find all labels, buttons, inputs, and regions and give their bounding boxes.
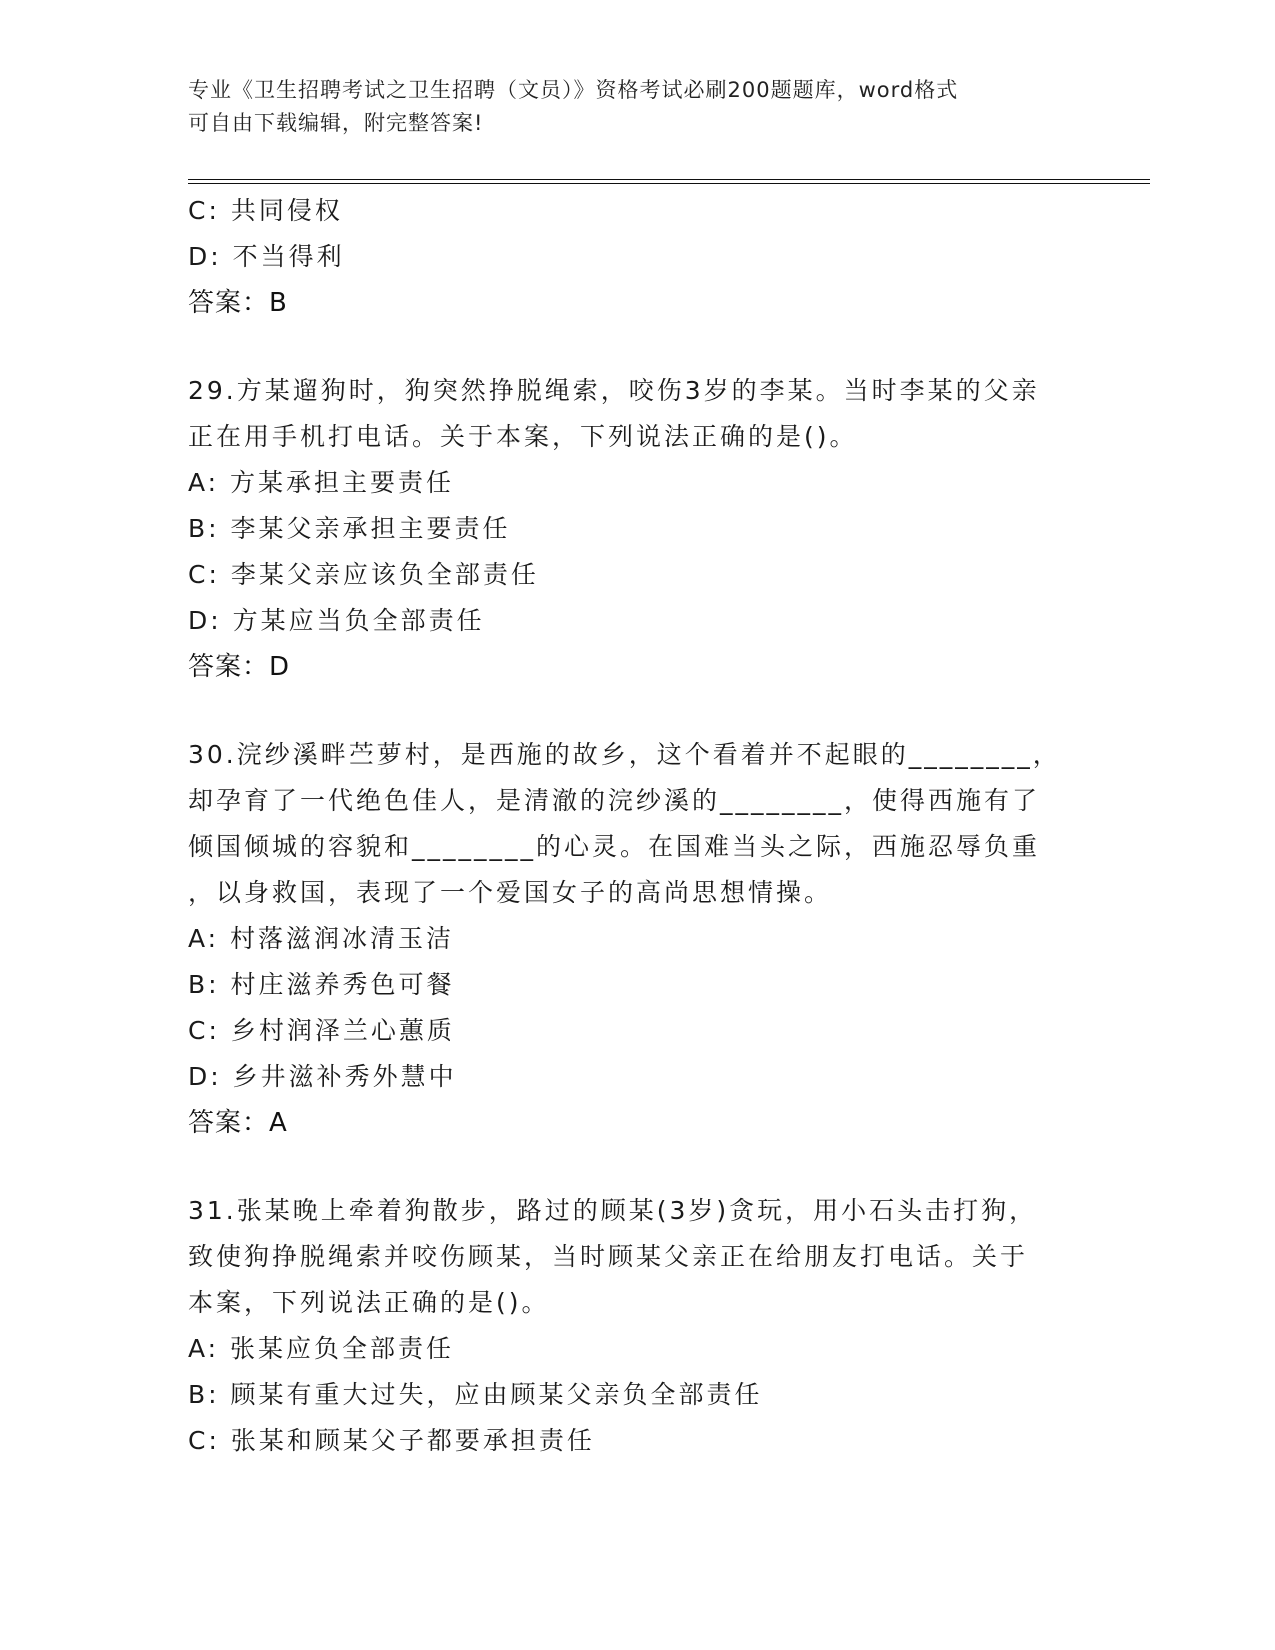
spacer xyxy=(188,690,1088,732)
option-d: D: 方某应当负全部责任 xyxy=(188,606,485,635)
question-text-line: 却孕育了一代绝色佳人，是清澈的浣纱溪的________，使得西施有了 xyxy=(188,786,1041,815)
answer-label: 答案：D xyxy=(188,652,291,682)
option-c: C: 共同侵权 xyxy=(188,196,343,225)
option-c: C: 李某父亲应该负全部责任 xyxy=(188,560,539,589)
option-c: C: 乡村润泽兰心蕙质 xyxy=(188,1016,455,1045)
question-content xyxy=(188,188,1088,1464)
question-31 xyxy=(188,1188,1088,1464)
option-b: B: 村庄滋养秀色可餐 xyxy=(188,970,455,999)
spacer xyxy=(188,326,1088,368)
question-28-tail xyxy=(188,188,1088,326)
question-text-line: ，以身救国，表现了一个爱国女子的高尚思想情操。 xyxy=(188,878,833,907)
spacer xyxy=(188,1146,1088,1188)
header-divider-bottom xyxy=(188,183,1150,184)
option-b: B: 李某父亲承担主要责任 xyxy=(188,514,511,543)
document-header xyxy=(188,74,1068,140)
option-a: A: 方某承担主要责任 xyxy=(188,468,455,497)
option-d: D: 不当得利 xyxy=(188,242,345,271)
option-a: A: 村落滋润冰清玉洁 xyxy=(188,924,455,953)
question-30 xyxy=(188,732,1088,1146)
answer-label: 答案：A xyxy=(188,1108,288,1138)
option-c: C: 张某和顾某父子都要承担责任 xyxy=(188,1426,595,1455)
header-line-1: 专业《卫生招聘考试之卫生招聘（文员）》资格考试必刷200题题库，word格式 xyxy=(188,78,959,102)
question-text-line: 29.方某遛狗时，狗突然挣脱绳索，咬伤3岁的李某。当时李某的父亲 xyxy=(188,376,1040,405)
header-divider-top xyxy=(188,179,1150,180)
question-text-line: 30.浣纱溪畔苎萝村，是西施的故乡，这个看着并不起眼的________， xyxy=(188,740,1061,769)
option-b: B: 顾某有重大过失，应由顾某父亲负全部责任 xyxy=(188,1380,763,1409)
question-text-line: 致使狗挣脱绳索并咬伤顾某，当时顾某父亲正在给朋友打电话。关于 xyxy=(188,1242,1029,1271)
question-text-line: 正在用手机打电话。关于本案，下列说法正确的是()。 xyxy=(188,422,858,451)
answer-label: 答案：B xyxy=(188,288,288,318)
header-line-2: 可自由下载编辑，附完整答案! xyxy=(188,111,484,135)
question-text-line: 本案，下列说法正确的是()。 xyxy=(188,1288,550,1317)
option-a: A: 张某应负全部责任 xyxy=(188,1334,455,1363)
question-text-line: 31.张某晚上牵着狗散步，路过的顾某(3岁)贪玩，用小石头击打狗， xyxy=(188,1196,1038,1225)
question-29 xyxy=(188,368,1088,690)
option-d: D: 乡井滋补秀外慧中 xyxy=(188,1062,457,1091)
question-text-line: 倾国倾城的容貌和________的心灵。在国难当头之际，西施忍辱负重 xyxy=(188,832,1041,861)
